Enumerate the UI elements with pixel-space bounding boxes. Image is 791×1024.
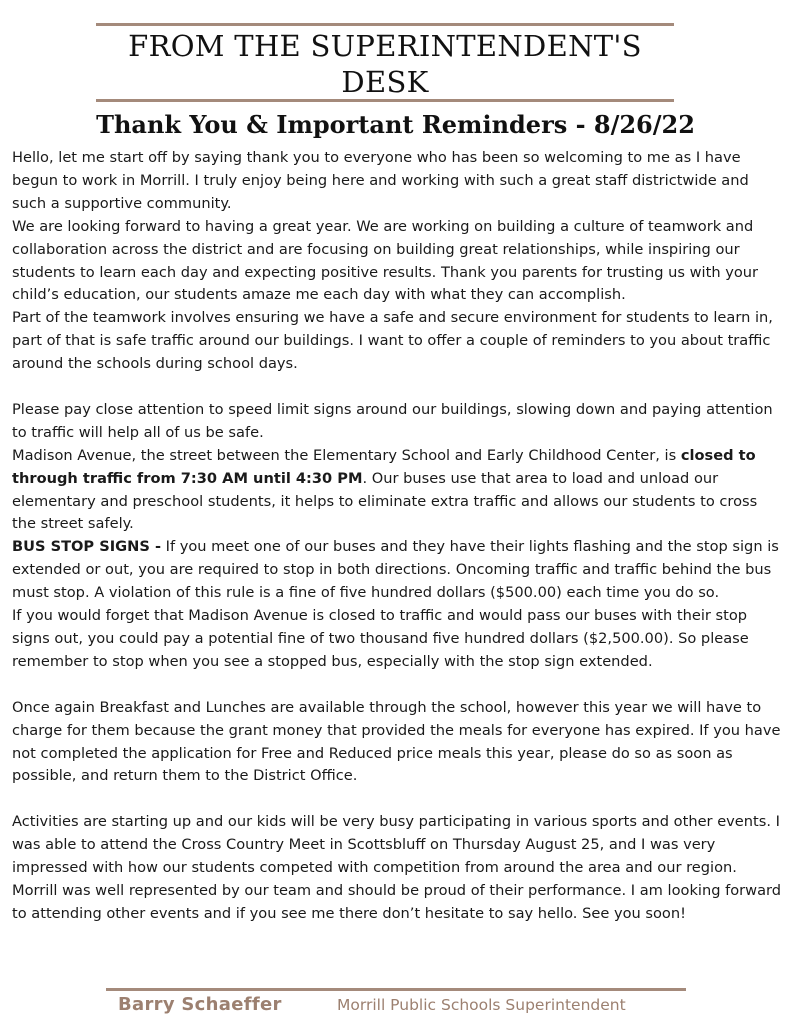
page-subtitle: Thank You & Important Reminders - 8/26/22: [96, 110, 695, 139]
signature-name: Barry Schaeffer: [118, 994, 282, 1015]
bus-stop-heading: BUS STOP SIGNS -: [12, 538, 161, 556]
madison-text-end: . Our buses use that area to load and unload our elementary and preschool students, it helps to eliminate extra traffic and allows our students to cross the street safely.: [12, 469, 758, 533]
paragraph-madison-avenue: [12, 445, 784, 537]
paragraph-speed-limit: Please pay close attention to speed limit signs around our buildings, slowing down and paying attention to traffic will help all of us be safe.: [12, 400, 773, 441]
footer-divider: [106, 988, 686, 991]
title-divider: [96, 99, 674, 102]
letter-body: [12, 147, 784, 926]
paragraph-meals: Once again Breakfast and Lunches are available through the school, however this year we will have to charge for them because the grant money that provided the meals for everyone has expired. If you have not completed the application for Free and Reduced price meals this year, please do so as soon as possible, and return them to the District Office.: [12, 698, 781, 785]
paragraph-activities: Activities are starting up and our kids will be very busy participating in various sports and other events. I was able to attend the Cross Country Meet in Scottsbluff on Thursday August 25, and I was very impressed with how our students competed with competition from around the area and our region. Morrill was well represented by our team and should be proud of their performance. I am looking forward to attending other events and if you see me there don’t hesitate to say hello. See you soon!: [12, 813, 782, 922]
paragraph-teamwork: Part of the teamwork involves ensuring we have a safe and secure environment for students to learn in, part of that is safe traffic around our buildings. I want to offer a couple of reminders to you about traffic around the schools during school days.: [12, 309, 773, 373]
madison-text-start: Madison Avenue, the street between the Elementary School and Early Childhood Center, is: [12, 446, 681, 464]
paragraph-bus-stop-signs: [12, 536, 784, 605]
bus-stop-text: If you meet one of our buses and they have their lights flashing and the stop sign is extended or out, you are required to stop in both directions. Oncoming traffic and traffic behind the bus must stop. A violation of this rule is a fine of five hundred dollars ($500.00) each time you do so.: [12, 538, 779, 602]
paragraph-fine-warning: If you would forget that Madison Avenue is closed to traffic and would pass our buses with their stop signs out, you could pay a potential fine of two thousand five hundred dollars ($2,500.00). So please remember to stop when you see a stopped bus, especially with the stop sign extended.: [12, 607, 749, 670]
paragraph-greeting: Hello, let me start off by saying thank you to everyone who has been so welcoming to me as I have begun to work in Morrill. I truly enjoy being here and working with such a great staff districtwide and such a supportive community.: [12, 149, 749, 212]
madison-closure-times: closed to through traffic from 7:30 AM until 4:30 PM: [12, 446, 756, 487]
paragraph-great-year: We are looking forward to having a great year. We are working on building a culture of teamwork and collaboration across the district and are focusing on building great relationships, while inspiring our students to learn each day and expecting positive results. Thank you parents for trusting us with your child’s education, our students amaze me each day with what they can accomplish.: [12, 217, 759, 304]
top-divider: [96, 23, 674, 26]
signature-role: Morrill Public Schools Superintendent: [337, 996, 626, 1014]
page-title: FROM THE SUPERINTENDENT'S DESK: [128, 29, 642, 99]
